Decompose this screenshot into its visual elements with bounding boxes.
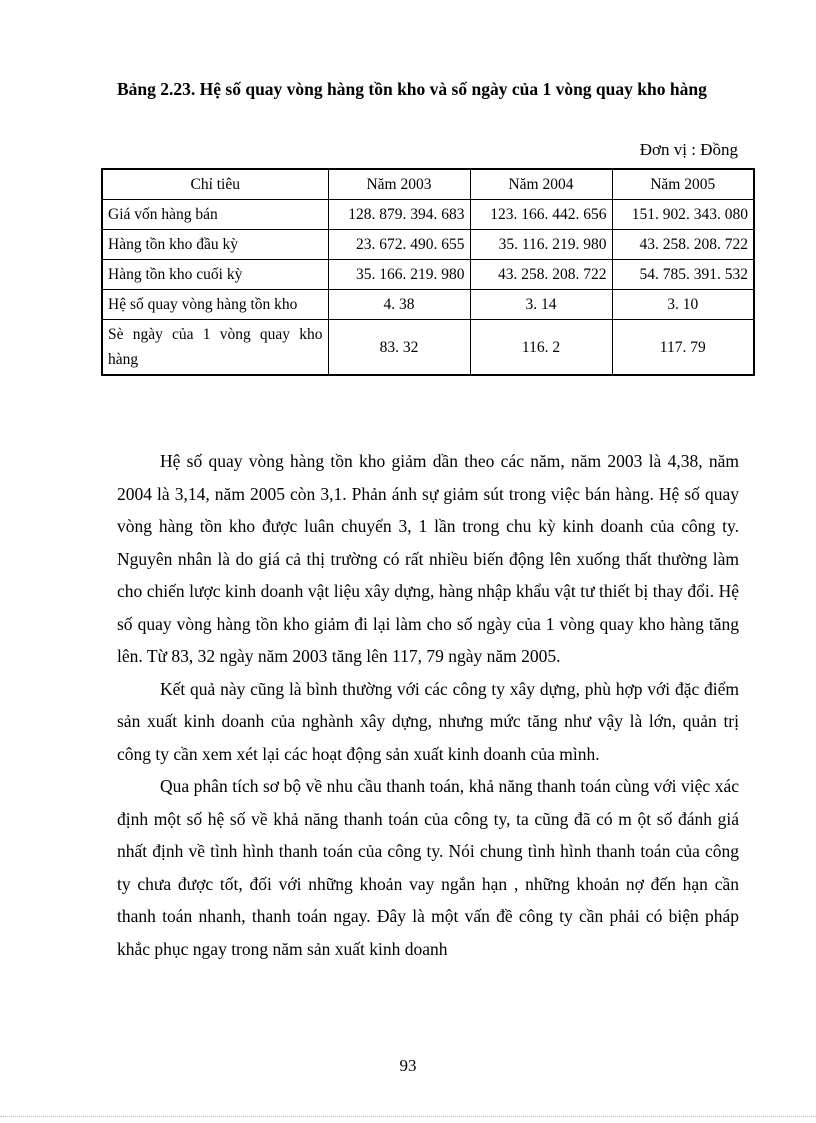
- table-row: [102, 230, 754, 260]
- table-header-row: [102, 169, 754, 200]
- row-label: Hàng tồn kho cuối kỳ: [102, 260, 328, 290]
- cell-value: 43. 258. 208. 722: [612, 230, 754, 260]
- unit-label: Đơn vị : Đồng: [639, 140, 738, 159]
- row-label: Sè ngày của 1 vòng quay kho hàng: [102, 320, 328, 376]
- footer-divider: [0, 1116, 816, 1117]
- header-year-2004: Năm 2004: [470, 169, 612, 200]
- paragraph: Kết quả này cũng là bình thường với các công ty xây dựng, phù hợp với đặc điểm sản xuất kinh doanh của nghành xây dựng, nhưng mức tăng như vậy là lớn, quản trị công ty cần xem xét lại các hoạt động sản xuất kinh doanh của mình.: [117, 678, 739, 764]
- table-title: Bảng 2.23. Hệ số quay vòng hàng tồn kho và số ngày của 1 vòng quay kho hàng: [117, 79, 707, 99]
- cell-value: 35. 116. 219. 980: [470, 230, 612, 260]
- cell-value: 151. 902. 343. 080: [612, 200, 754, 230]
- table-row: [102, 200, 754, 230]
- cell-value: 3. 10: [612, 290, 754, 320]
- header-year-2003: Năm 2003: [328, 169, 470, 200]
- cell-value: 43. 258. 208. 722: [470, 260, 612, 290]
- table-row: [102, 290, 754, 320]
- cell-value: 4. 38: [328, 290, 470, 320]
- header-year-2005: Năm 2005: [612, 169, 754, 200]
- cell-value: 83. 32: [328, 320, 470, 376]
- page-number: 93: [399, 1056, 417, 1075]
- paragraph: Hệ số quay vòng hàng tồn kho giảm dần theo các năm, năm 2003 là 4,38, năm 2004 là 3,14, năm 2005 còn 3,1. Phản ánh sự giảm sút trong việc bán hàng. Hệ số quay vòng hàng tồn kho được luân chuyển 3, 1 lần trong chu kỳ kinh doanh của công ty. Nguyên nhân là do giá cả thị trường có rất nhiều biến động lên xuống thất thường làm cho chiến lược kinh doanh vật liệu xây dựng, hàng nhập khẩu vật tư thiết bị thay đổi. Hệ số quay vòng hàng tồn kho giảm đi lại làm cho số ngày của 1 vòng quay kho hàng tăng lên. Từ 83, 32 ngày năm 2003 tăng lên 117, 79 ngày năm 2005.: [117, 451, 739, 666]
- row-label: Giá vốn hàng bán: [102, 200, 328, 230]
- cell-value: 123. 166. 442. 656: [470, 200, 612, 230]
- cell-value: 128. 879. 394. 683: [328, 200, 470, 230]
- table-row: [102, 320, 754, 376]
- header-indicator: Chỉ tiêu: [102, 169, 328, 200]
- cell-value: 3. 14: [470, 290, 612, 320]
- row-label: Hàng tồn kho đầu kỳ: [102, 230, 328, 260]
- row-label: Hệ số quay vòng hàng tồn kho: [102, 290, 328, 320]
- cell-value: 116. 2: [470, 320, 612, 376]
- inventory-turnover-table: [101, 168, 755, 376]
- cell-value: 117. 79: [612, 320, 754, 376]
- table-row: [102, 260, 754, 290]
- cell-value: 35. 166. 219. 980: [328, 260, 470, 290]
- cell-value: 23. 672. 490. 655: [328, 230, 470, 260]
- paragraph: Qua phân tích sơ bộ về nhu cầu thanh toán, khả năng thanh toán cùng với việc xác định một số hệ số về khả năng thanh toán của công ty, ta cũng đã có m ột số đánh giá nhất định về tình hình thanh toán của công ty. Nói chung tình hình thanh toán của công ty chưa được tốt, đối với những khoản vay ngắn hạn , những khoản nợ đến hạn cần thanh toán nhanh, thanh toán ngay. Đây là một vấn đề công ty cần phải có biện pháp khắc phục ngay trong năm sản xuất kinh doanh: [117, 776, 739, 959]
- cell-value: 54. 785. 391. 532: [612, 260, 754, 290]
- body-text: [117, 445, 739, 965]
